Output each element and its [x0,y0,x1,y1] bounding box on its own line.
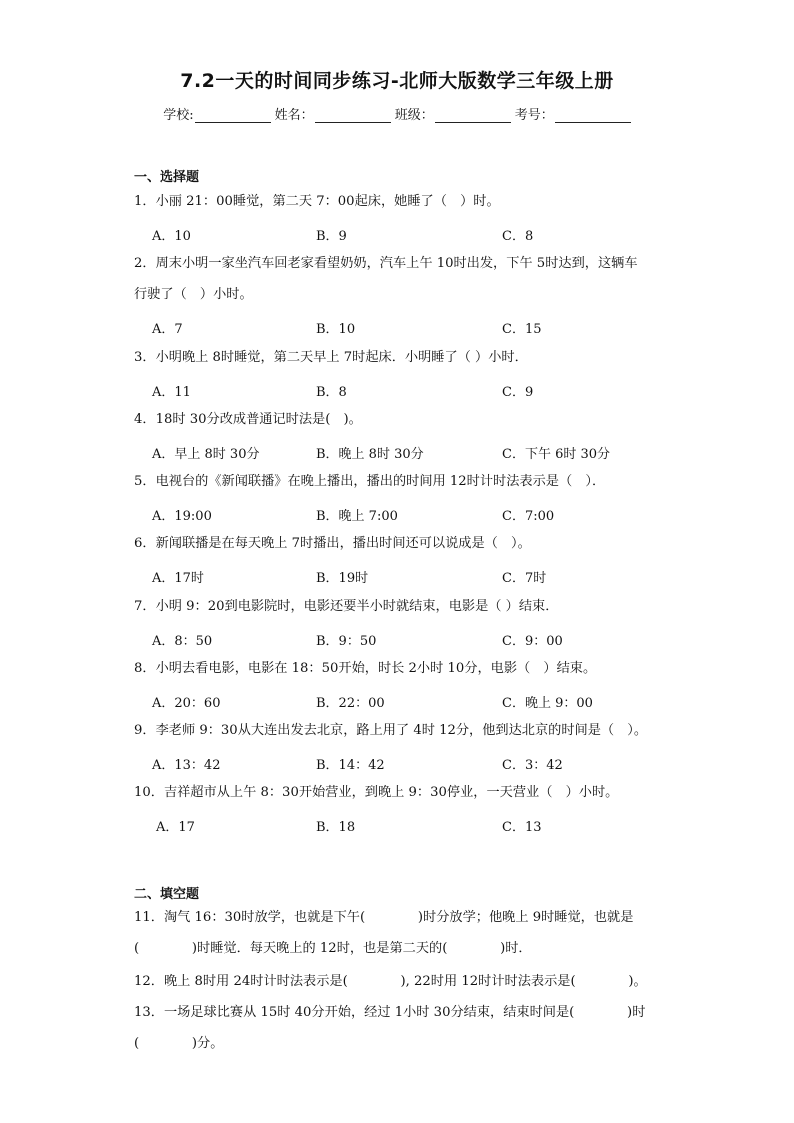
option-a[interactable]: A．7 [152,322,183,337]
exam-no-label: 考号： [514,108,554,123]
class-field [395,104,511,123]
exam-no-field [515,104,631,123]
option-a[interactable]: A．8：50 [152,634,213,649]
section-heading-fill: 二、填空题 [134,887,200,902]
name-blank[interactable] [315,108,391,123]
options-1 [152,225,692,245]
question-10: 10．吉祥超市从上午 8：30开始营业，到晚上 9：30停业，一天营业（ ）小时。 [134,785,619,800]
class-blank[interactable] [435,108,511,123]
option-b[interactable]: B．9：50 [316,634,377,649]
option-c[interactable]: C．7时 [502,571,547,586]
option-c[interactable]: C．13 [502,820,542,835]
option-c[interactable]: C．下午 6时 30分 [502,447,611,462]
name-field [275,104,391,123]
options-10 [156,816,696,836]
option-a[interactable]: A．10 [152,229,191,244]
option-c[interactable]: C．15 [502,322,542,337]
option-a[interactable]: A．19:00 [152,509,212,524]
option-a[interactable]: A．17 [156,820,195,835]
option-a[interactable]: A．20：60 [152,696,221,711]
question-11-line-1: 11．淘气 16：30时放学，也就是下午( )时分放学；他晚上 9时睡觉，也就是 [134,910,634,925]
option-c[interactable]: C．晚上 9：00 [502,696,593,711]
option-a[interactable]: A．13：42 [152,758,221,773]
options-5 [152,505,692,525]
name-label: 姓名： [274,108,314,123]
question-8: 8．小明去看电影，电影在 18：50开始，时长 2小时 10分，电影（ ）结束。 [134,661,597,676]
options-3 [152,381,692,401]
page-title: 7.2一天的时间同步练习-北师大版数学三年级上册 [180,70,614,92]
student-info-row [0,104,794,123]
question-4: 4．18时 30分改成普通记时法是( )。 [134,412,362,427]
option-c[interactable]: C．9：00 [502,634,563,649]
options-7 [152,630,692,650]
option-b[interactable]: B．9 [316,229,347,244]
options-2 [152,318,692,338]
option-c[interactable]: C．8 [502,229,534,244]
question-13-line-2: ( )分。 [134,1036,224,1051]
options-6 [152,567,692,587]
section-heading-choice: 一、选择题 [134,170,200,185]
school-blank[interactable] [195,108,271,123]
option-b[interactable]: B．8 [316,385,347,400]
option-b[interactable]: B．19时 [316,571,369,586]
option-a[interactable]: A．早上 8时 30分 [152,447,260,462]
option-b[interactable]: B．14：42 [316,758,385,773]
class-label: 班级： [394,108,434,123]
question-11-line-2: ( )时睡觉．每天晚上的 12时，也是第二天的( )时． [134,941,532,956]
school-label: 学校: [163,108,194,123]
question-2-line-1: 2．周末小明一家坐汽车回老家看望奶奶，汽车上午 10时出发，下午 5时达到，这辆车 [134,256,638,271]
option-b[interactable]: B．10 [316,322,356,337]
options-8 [152,692,692,712]
options-9 [152,754,692,774]
option-c[interactable]: C．7:00 [502,509,555,524]
question-5: 5．电视台的《新闻联播》在晚上播出，播出的时间用 12时计时法表示是（ ）． [134,474,606,489]
option-b[interactable]: B．18 [316,820,356,835]
exam-no-blank[interactable] [555,108,631,123]
question-6: 6．新闻联播是在每天晚上 7时播出，播出时间还可以说成是（ ）。 [134,536,531,551]
question-13-line-1: 13．一场足球比赛从 15时 40分开始，经过 1小时 30分结束，结束时间是( )时 [134,1005,646,1020]
option-a[interactable]: A．17时 [152,571,204,586]
question-12: 12．晚上 8时用 24时计时法表示是( ), 22时用 12时计时法表示是( )。 [134,974,647,989]
option-b[interactable]: B．晚上 7:00 [316,509,398,524]
question-2-line-2: 行驶了（ ）小时。 [134,287,253,302]
question-1: 1．小丽 21：00睡觉，第二天 7：00起床，她睡了（ ）时。 [134,194,500,209]
question-3: 3．小明晚上 8时睡觉，第二天早上 7时起床．小明睡了（ ）小时． [134,350,528,365]
option-c[interactable]: C．3：42 [502,758,563,773]
option-a[interactable]: A．11 [152,385,191,400]
question-9: 9．李老师 9：30从大连出发去北京，路上用了 4时 12分，他到达北京的时间是（ ）。 [134,723,648,738]
question-7: 7．小明 9：20到电影院时，电影还要半小时就结束，电影是（ ）结束． [134,599,559,614]
option-b[interactable]: B．22：00 [316,696,385,711]
option-c[interactable]: C．9 [502,385,534,400]
options-4 [152,443,692,463]
school-field [163,104,270,123]
option-b[interactable]: B．晚上 8时 30分 [316,447,424,462]
